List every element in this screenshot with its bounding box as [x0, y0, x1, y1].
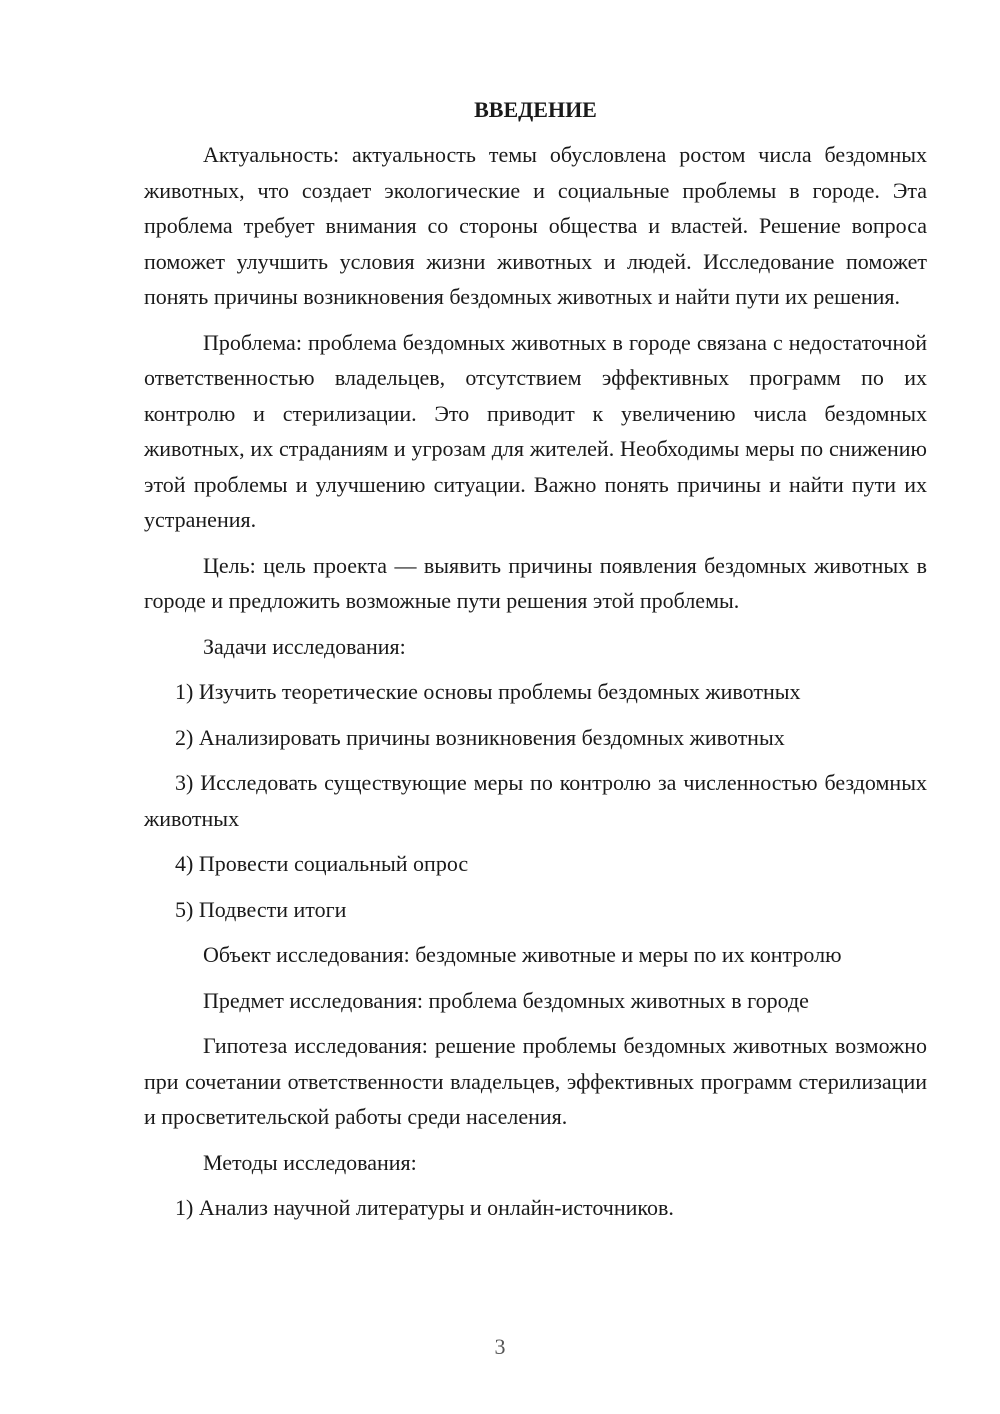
page-number: 3 [494, 1334, 506, 1359]
object-paragraph: Объект исследования: бездомные животные и меры по их контролю [203, 942, 842, 967]
goal-paragraph: Цель: цель проекта — выявить причины появления бездомных животных в городе и предложить возможные пути решения этой проблемы. [144, 552, 927, 613]
task-item: 4) Провести социальный опрос [175, 851, 469, 876]
task-item: 2) Анализировать причины возникновения бездомных животных [175, 724, 785, 750]
method-item: 1) Анализ научной литературы и онлайн-источников. [175, 1195, 674, 1220]
page-title: ВВЕДЕНИЕ [474, 97, 597, 122]
document-page [144, 92, 927, 1236]
task-item: 5) Подвести итоги [175, 896, 347, 922]
subject-paragraph: Предмет исследования: проблема бездомных животных в городе [203, 987, 809, 1013]
task-item: 3) Исследовать существующие меры по контролю за численностью бездомных животных [144, 770, 927, 831]
tasks-heading: Задачи исследования: [203, 633, 406, 659]
hypothesis-paragraph: Гипотеза исследования: решение проблемы бездомных животных возможно при сочетании ответственности владельцев, эффективных программ стерилизации и просветительской работы среди населения. [144, 1033, 927, 1129]
problem-paragraph: Проблема: проблема бездомных животных в городе связана с недостаточной ответственностью владельцев, отсутствием эффективных программ по их контролю и стерилизации. Это приводит к увеличению числа бездомных животных, их страданиям и угрозам для жителей. Необходимы меры по снижению этой проблемы и улучшению ситуации. Важно понять причины и найти пути их устранения. [144, 329, 927, 532]
relevance-paragraph: Актуальность: актуальность темы обусловлена ростом числа бездомных животных, что создает экологические и социальные проблемы в городе. Эта проблема требует внимания со стороны общества и властей. Решение вопроса поможет улучшить условия жизни животных и людей. Исследование поможет понять причины возникновения бездомных животных и найти пути их решения. [144, 142, 927, 309]
task-item: 1) Изучить теоретические основы проблемы бездомных животных [175, 679, 801, 704]
methods-heading: Методы исследования: [203, 1149, 417, 1175]
